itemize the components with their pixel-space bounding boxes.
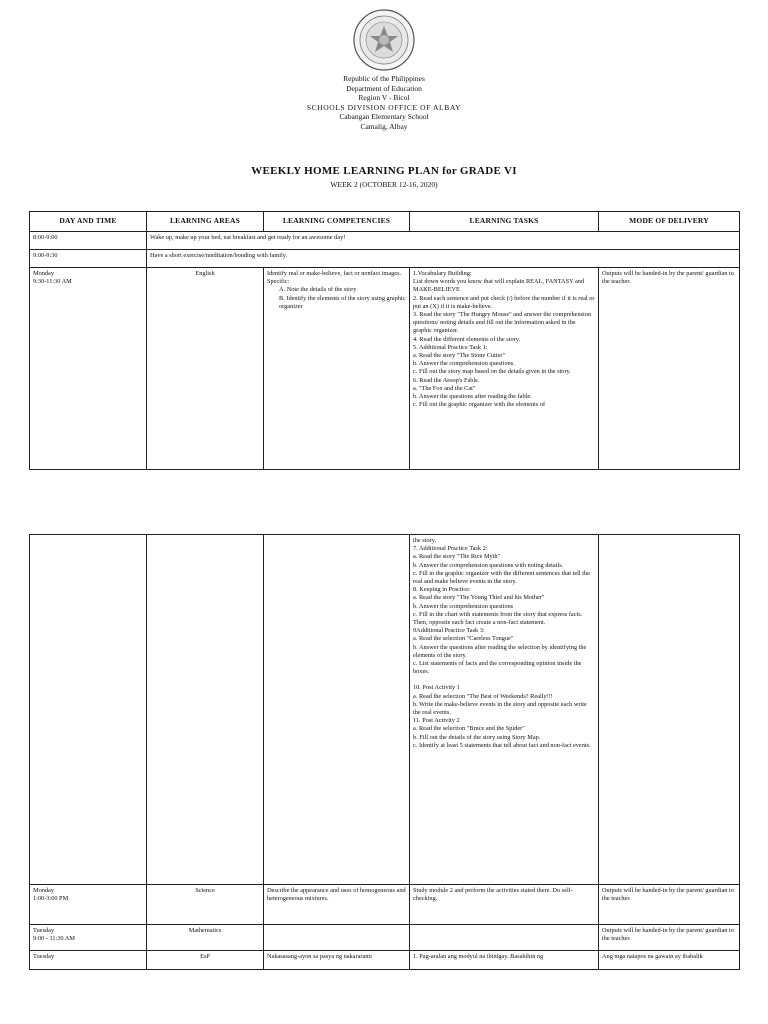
task-line: c. List statements of facts and the corresponding opinion inside the boxes.: [413, 660, 582, 676]
task-line: c. Fill in the graphic organizer with the different sentences that tell the real and make believe events in the story.: [413, 569, 590, 586]
row-activity: Have a short exercise/meditation/bonding with family.: [147, 250, 740, 268]
competency-cell: [264, 268, 410, 470]
task-line: 8. Keeping in Practice:: [413, 586, 471, 594]
column-header-learning-tasks: LEARNING TASKS: [410, 212, 599, 232]
task-line: c. Identify at least 5 statements that tell about fact and non-fact events.: [413, 741, 591, 749]
row-activity: Wake up, make up your bed, eat breakfast and get ready for an awesome day!: [147, 232, 740, 250]
day-label: Tuesday: [33, 953, 55, 960]
learning-area-cell: English: [147, 268, 264, 470]
task-line: 4. Read the different elements of the story.: [413, 335, 521, 343]
specific-label: Specific:: [267, 278, 290, 286]
task-line: a. Read the selection "Careless Tongue": [413, 635, 514, 643]
task-line: c. Fill out the story map based on the details given in the story.: [413, 368, 571, 376]
day-time-cell: [30, 951, 147, 970]
learning-area-cell: [147, 535, 264, 885]
task-line: 11. Post Activity 2: [413, 717, 460, 725]
day-label: Monday: [33, 270, 54, 277]
learning-plan-table-page-2: [29, 534, 740, 970]
time-label: 9:00 - 11:30 AM: [33, 935, 75, 943]
competency-text: Identify real or make-believe, fact or nonfact images.: [267, 270, 402, 277]
task-line: b. Answer the questions after reading the fable.: [413, 393, 532, 401]
day-time-cell: [30, 268, 147, 470]
task-line: b. Write the make-believe events in the story and opposite each write the real events.: [413, 700, 587, 717]
task-line: a. Read the story "The Young Thief and his Mother": [413, 594, 545, 602]
learning-tasks-cell: [410, 268, 599, 470]
day-time-cell: [30, 535, 147, 885]
task-line: the story.: [413, 537, 437, 544]
column-header-day-time: DAY AND TIME: [30, 212, 147, 232]
learning-area-cell: Science: [147, 885, 264, 925]
mode-of-delivery-cell: Outputs will be handed-in by the parent/ guardian to the teacher.: [599, 885, 740, 925]
time-label: 9:30-11:30 AM: [33, 278, 72, 286]
column-header-competencies: LEARNING COMPETENCIES: [264, 212, 410, 232]
task-line: 2. Read each sentence and put check (/) before the number if it is real or put an (X) if it is make-believe.: [413, 294, 595, 310]
task-line: b. Answer the comprehension questions: [413, 602, 514, 610]
task-line: b. Answer the questions after reading the selection by identifying the elements of the story.: [413, 643, 587, 659]
task-line: a. Read the story "The Stone Cutter": [413, 352, 506, 360]
row-time: 8:00-9:00: [30, 232, 147, 250]
table-row-english-continued: [30, 535, 740, 885]
task-line: 9Additional Practice Task 3:: [413, 627, 485, 635]
task-line: b. Answer the comprehension questions with noting details.: [413, 561, 564, 569]
header-line-division: SCHOOLS DIVISION OFFICE OF ALBAY: [306, 102, 462, 112]
competency-cell: [264, 535, 410, 885]
header-line-school: Cabangan Elementary School: [339, 112, 429, 122]
table-row-science: [30, 885, 740, 925]
learning-tasks-cell: [410, 925, 599, 951]
competency-cell: [264, 925, 410, 951]
task-line: a. Read the story "The Rice Myth": [413, 553, 501, 561]
mode-of-delivery-cell: [599, 535, 740, 885]
task-line: 1.Vocabulary Building:: [413, 270, 472, 277]
task-line: 5. Additional Practice Task 1:: [413, 343, 488, 351]
learning-tasks-cell: Study module 2 and perform the activities stated there. Do self-checking.: [410, 885, 599, 925]
learning-tasks-cell: [410, 951, 599, 970]
competency-text: Nakasasang-ayon sa pasya ng nakararami: [267, 953, 372, 960]
task-line: 1. Pag-aralan ang modyul na ibinigay. Basahihin ng: [413, 953, 544, 960]
task-line: 10. Post Activity 1: [413, 684, 460, 692]
task-line: List down words you know that will explain REAL, FANTASY and MAKE-BELIEVE: [413, 278, 585, 294]
task-line: b. Fill out the details of the story using Story Map.: [413, 733, 541, 741]
deped-seal-logo: [352, 8, 416, 72]
competency-cell: Describe the appearance and uses of homogeneous and heterogeneous mixtures.: [264, 885, 410, 925]
mode-of-delivery-cell: Outputs will be handed-in by the parent/ guardian to the teacher.: [599, 268, 740, 470]
learning-tasks-cell: [410, 535, 599, 885]
letterhead: [0, 74, 768, 132]
row-time: 9:00-9:30: [30, 250, 147, 268]
learning-area-cell: Mathematics: [147, 925, 264, 951]
task-line: c. Fill out the graphic organizer with the elements of: [413, 401, 546, 409]
header-line-republic: Republic of the Philippines: [343, 74, 425, 83]
time-label: 1:00-3:00 PM: [33, 895, 69, 903]
mode-of-delivery-cell: [599, 951, 740, 970]
table-row-english: [30, 268, 740, 470]
task-line: 6. Read the Aesop's Fable.: [413, 376, 480, 384]
specific-b: B. Identify the elements of the story using graphic organizer: [279, 294, 406, 310]
day-label: Tuesday: [33, 927, 55, 934]
table-row-mathematics: [30, 925, 740, 951]
task-line: 3. Read the story "The Hungry Mouse" and answer the comprehension questions/ noting details and fill out the information asked in the graphic organizer.: [413, 311, 592, 335]
table-row-esp: [30, 951, 740, 970]
learning-area-cell: EsP: [147, 951, 264, 970]
task-line: c. Fill in the chart with statements from the story that express facts. Then, opposite each fact create a non-fact statement.: [413, 610, 583, 627]
table-row: [30, 232, 740, 250]
task-line: 7. Additional Practice Task 2:: [413, 545, 488, 553]
task-line: a. Read the selection "The Best of Weekends? Really!!!: [413, 692, 553, 700]
delivery-text: Ang mga natapos na gawain ay ibabalik: [602, 953, 703, 960]
day-time-cell: [30, 925, 147, 951]
header-line-address: Camalig, Albay: [360, 121, 408, 131]
header-line-deped: Department of Education: [346, 83, 422, 93]
learning-plan-table-page-1: [29, 211, 740, 470]
task-line: a. Read the selection "Bruce and the Spider": [413, 725, 525, 733]
task-line: a. "The Fox and the Cat": [413, 384, 476, 392]
mode-of-delivery-cell: Outputs will be handed-in by the parent/ guardian to the teacher.: [599, 925, 740, 951]
header-line-region: Region V - Bicol: [358, 93, 410, 103]
day-time-cell: [30, 885, 147, 925]
specific-a: A. Note the details of the story: [279, 286, 357, 294]
page-title: WEEKLY HOME LEARNING PLAN for GRADE VI: [251, 165, 517, 177]
week-subtitle: WEEK 2 (OCTOBER 12-16, 2020): [330, 180, 438, 189]
day-label: Monday: [33, 887, 54, 894]
column-header-mode-of-delivery: MODE OF DELIVERY: [599, 212, 740, 232]
task-line: b. Answer the comprehension questions.: [413, 360, 515, 368]
competency-cell: [264, 951, 410, 970]
table-row: [30, 250, 740, 268]
column-header-learning-areas: LEARNING AREAS: [147, 212, 264, 232]
